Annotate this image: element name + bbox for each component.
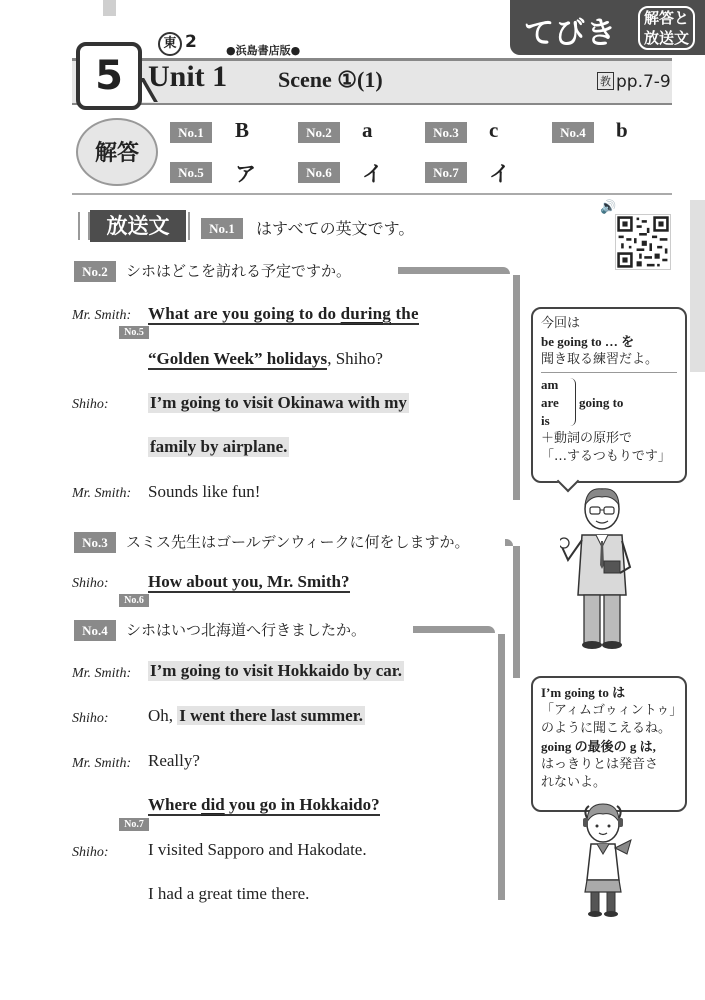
bubble2-line: のように聞こえるね。 <box>541 721 672 736</box>
answer-value-no2: a <box>362 118 373 142</box>
bubble1-line: 聞き取る練習だよ。 <box>541 352 659 367</box>
answer-label-no6: No.6 <box>298 162 340 183</box>
question-no2-text: シホはどこを訪れる予定ですか。 <box>126 262 352 280</box>
be-verb-is: is <box>541 413 550 428</box>
guide-tab-sub-line1: 解答と <box>644 9 690 27</box>
question-no2-label: No.2 <box>74 261 116 282</box>
connector-no4-vertical <box>498 634 505 900</box>
answer-badge <box>76 118 158 186</box>
bubble1-line: ＋動詞の原形で <box>541 431 633 446</box>
answer-value-no7: イ <box>489 162 510 186</box>
broadcast-label: 放送文 <box>90 210 186 242</box>
be-verb-group <box>541 376 677 430</box>
bubble1-line: 「…するつもりです」 <box>541 449 671 464</box>
grade-mark: 東 <box>158 32 182 56</box>
connector-no3-top <box>505 539 513 546</box>
header-bottom-rule <box>72 103 672 105</box>
teacher-speech-bubble <box>531 307 687 483</box>
right-margin-bar <box>690 200 705 372</box>
answer-value-no5: ア <box>235 162 256 186</box>
guide-tab-sub-line2: 放送文 <box>644 29 690 47</box>
dialogue-line: family by airplane. <box>150 437 288 456</box>
be-verb-am: am <box>541 377 559 392</box>
speaker-shiho: Shiho: <box>72 576 109 591</box>
answer-label-no5: No.5 <box>170 162 212 183</box>
qr-code-icon[interactable] <box>615 214 671 270</box>
unit-number-box: 5 <box>76 42 142 110</box>
connector-no2-top <box>398 267 510 274</box>
marker-no7: No.7 <box>119 818 149 831</box>
student-illustration-icon <box>575 800 635 918</box>
answer-label-no2: No.2 <box>298 122 340 143</box>
bubble1-divider <box>541 372 677 373</box>
answer-value-no4: b <box>616 118 628 142</box>
speaker-icon: 🔊 <box>600 200 617 215</box>
question-no3-label: No.3 <box>74 532 116 553</box>
unit-title: Unit 1 <box>148 60 228 93</box>
publisher: ●浜島書店版● <box>226 44 301 57</box>
connector-no4-top <box>413 626 495 633</box>
speaker-smith: Mr. Smith: <box>72 308 132 323</box>
bubble2-line: はっきりとは発音さ <box>541 757 659 772</box>
pages-range: pp.7-9 <box>616 72 671 92</box>
question-no4-label: No.4 <box>74 620 116 641</box>
grade-number: 2 <box>185 32 197 52</box>
broadcast-stripes-right <box>188 212 194 240</box>
textbook-mark: 教 <box>597 72 614 90</box>
answer-label-no1: No.1 <box>170 122 212 143</box>
dialogue-line: What are you going to do during the <box>148 304 419 323</box>
bubble1-line: 今回は <box>541 316 581 331</box>
answer-value-no1: B <box>235 118 250 142</box>
guide-tab-title: てびき <box>524 16 617 51</box>
speaker-shiho: Shiho: <box>72 397 109 412</box>
dialogue-line: Oh, I went there last summer. <box>148 706 363 725</box>
be-verb-are: are <box>541 395 559 410</box>
dialogue-line: I visited Sapporo and Hakodate. <box>148 840 367 859</box>
dialogue-line: I’m going to visit Okinawa with my <box>150 393 407 412</box>
scene-title: Scene ①(1) <box>278 67 383 92</box>
marker-no6: No.6 <box>119 594 149 607</box>
answer-label-no3: No.3 <box>425 122 467 143</box>
brace-icon <box>570 378 576 426</box>
answer-label-no7: No.7 <box>425 162 467 183</box>
answer-value-no3: c <box>489 118 499 142</box>
bubble2-line: 「アィムゴゥィントゥ」 <box>541 703 683 718</box>
dialogue-line: Where did you go in Hokkaido? <box>148 795 380 814</box>
bubble2-line: going の最後の g は, <box>541 739 656 754</box>
broadcast-no1-label: No.1 <box>201 218 243 239</box>
dialogue-line: How about you, Mr. Smith? <box>148 572 350 591</box>
textbook-pages <box>597 72 671 92</box>
speaker-shiho: Shiho: <box>72 711 109 726</box>
broadcast-no1-text: はすべての英文です。 <box>256 219 415 238</box>
marker-no5: No.5 <box>119 326 149 339</box>
answer-label: 解答 <box>94 141 139 166</box>
student-speech-bubble <box>531 676 687 812</box>
connector-no3-vertical <box>513 546 520 678</box>
dialogue-line: I’m going to visit Hokkaido by car. <box>150 661 403 680</box>
dialogue-line: “Golden Week” holidays, Shiho? <box>148 349 383 368</box>
dialogue-line: I had a great time there. <box>148 884 310 903</box>
answer-value-no6: イ <box>362 162 383 186</box>
speaker-smith: Mr. Smith: <box>72 486 132 501</box>
guide-tab <box>510 0 705 55</box>
dialogue-line: Sounds like fun! <box>148 482 261 501</box>
speaker-smith: Mr. Smith: <box>72 756 132 771</box>
bubble2-line: れないよ。 <box>541 775 607 790</box>
guide-tab-subtitle <box>638 6 695 50</box>
going-to-text: going to <box>579 395 624 410</box>
connector-no2-vertical <box>513 275 520 500</box>
broadcast-stripes-left <box>78 212 90 240</box>
question-no4-text: シホはいつ北海道へ行きましたか。 <box>126 621 367 639</box>
answer-divider <box>72 193 672 195</box>
speaker-shiho: Shiho: <box>72 845 109 860</box>
question-no3-text: スミス先生はゴールデンウィークに何をしますか。 <box>126 533 470 551</box>
answer-label-no4: No.4 <box>552 122 594 143</box>
dialogue-line: Really? <box>148 751 200 770</box>
top-decoration-bar <box>103 0 116 16</box>
speaker-smith: Mr. Smith: <box>72 666 132 681</box>
grade-indicator <box>158 32 197 56</box>
bubble1-line: be going to … を <box>541 334 635 349</box>
bubble2-line: I’m going to は <box>541 685 626 700</box>
teacher-illustration-icon <box>560 485 640 650</box>
